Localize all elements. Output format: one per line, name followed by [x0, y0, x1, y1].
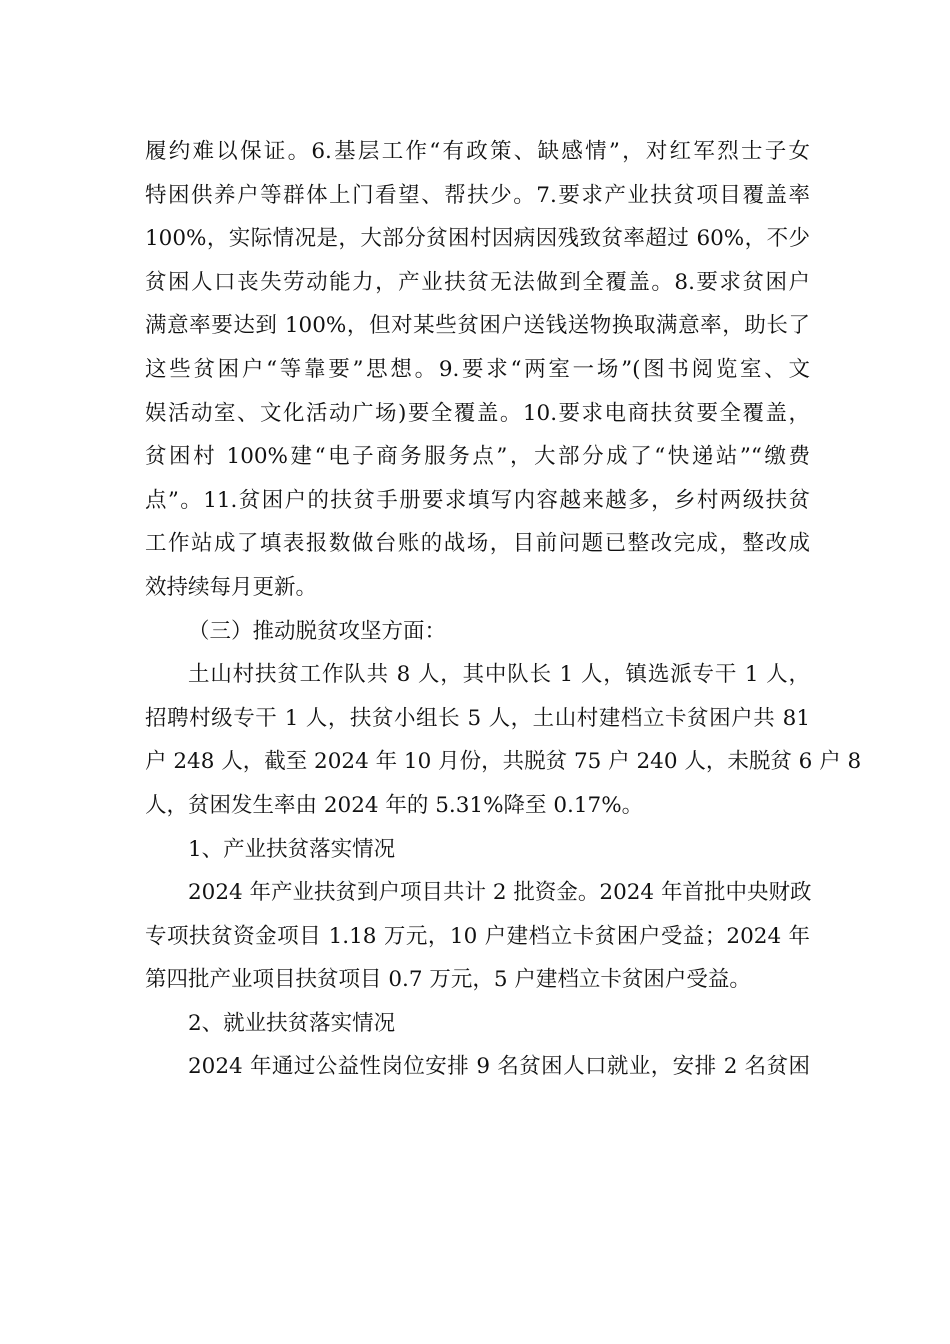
text-line: 效持续每月更新。	[145, 574, 318, 600]
text-line: 这些贫困户“等靠要”思想。9.要求“两室一场”(图书阅览室、文	[145, 356, 810, 382]
text-line: 贫困村 100%建“电子商务服务点”，大部分成了“快递站”“缴费	[145, 444, 810, 470]
text-line: 娱活动室、文化活动广场)要全覆盖。10.要求电商扶贫要全覆盖，	[145, 400, 810, 426]
text-line: 满意率要达到 100%，但对某些贫困户送钱送物换取满意率，助长了	[145, 313, 810, 339]
text-line: 户 248 人，截至 2024 年 10 月份，共脱贫 75 户 240 人，未脱贫 6 户 8	[145, 749, 862, 775]
text-line: 2024 年通过公益性岗位安排 9 名贫困人口就业，安排 2 名贫困	[188, 1054, 810, 1080]
text-line: 人，贫困发生率由 2024 年的 5.31%降至 0.17%。	[145, 792, 644, 818]
text-line: 工作站成了填表报数做台账的战场，目前问题已整改完成，整改成	[145, 531, 810, 557]
text-line: （三）推动脱贫攻坚方面：	[188, 618, 447, 644]
text-line: 第四批产业项目扶贫项目 0.7 万元，5 户建档立卡贫困户受益。	[145, 967, 751, 993]
text-line: 点”。11.贫困户的扶贫手册要求填写内容越来越多，乡村两级扶贫	[145, 487, 810, 513]
text-line: 2024 年产业扶贫到户项目共计 2 批资金。2024 年首批中央财政	[188, 880, 812, 906]
text-line: 专项扶贫资金项目 1.18 万元，10 户建档立卡贫困户受益；2024 年	[145, 923, 810, 949]
text-line: 100%，实际情况是，大部分贫困村因病因残致贫率超过 60%，不少	[145, 226, 810, 252]
text-line: 招聘村级专干 1 人，扶贫小组长 5 人，土山村建档立卡贫困户共 81	[145, 705, 810, 731]
text-line: 特困供养户等群体上门看望、帮扶少。7.要求产业扶贫项目覆盖率	[145, 182, 810, 208]
text-line: 1、产业扶贫落实情况	[188, 836, 396, 862]
text-line: 土山村扶贫工作队共 8 人，其中队长 1 人，镇选派专干 1 人，	[188, 662, 810, 688]
text-line: 贫困人口丧失劳动能力，产业扶贫无法做到全覆盖。8.要求贫困户	[145, 269, 810, 295]
text-line: 2、就业扶贫落实情况	[188, 1010, 396, 1036]
text-line: 履约难以保证。6.基层工作“有政策、缺感情”，对红军烈士子女	[145, 139, 810, 164]
document-body	[145, 130, 862, 1089]
